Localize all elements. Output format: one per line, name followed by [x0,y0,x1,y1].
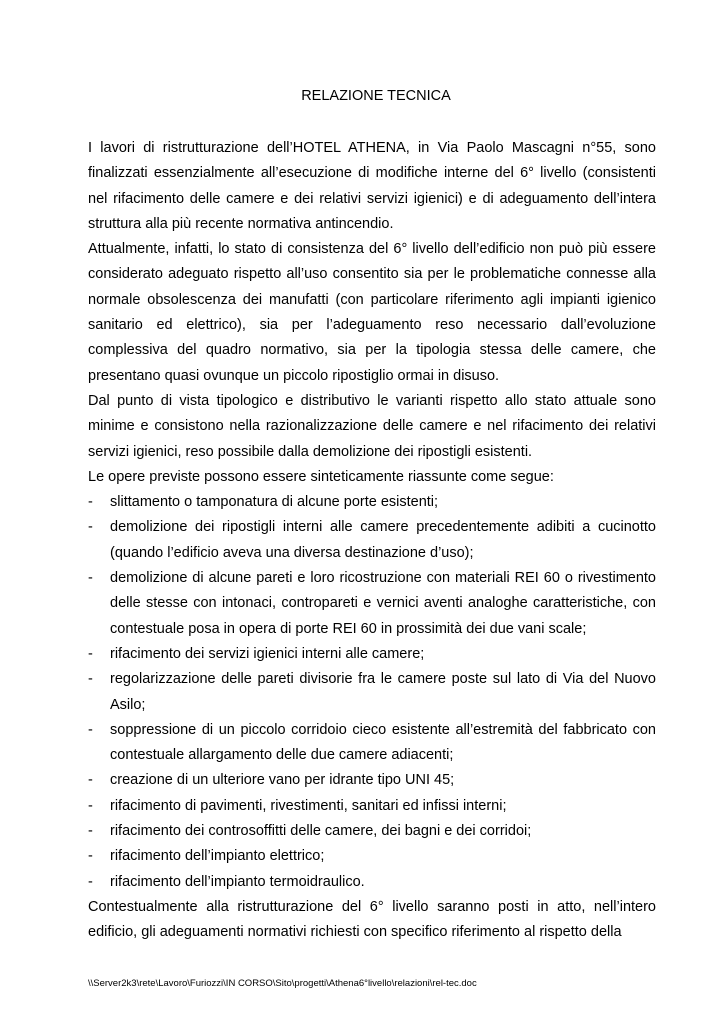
list-dash: - [88,848,93,865]
document-page [88,86,656,946]
list-dash: - [88,772,93,789]
list-item-text: demolizione di alcune pareti e loro ricostruzione con materiali REI 60 o rivestimento delle stesse con intonaci, contropareti e vernici aventi analoghe caratteristiche, con contestuale posa in opera di porte REI 60 in prossimità dei due vani scale; [110,570,656,637]
document-title: RELAZIONE TECNICA [301,88,451,104]
list-dash: - [88,519,93,536]
list-item [88,844,656,869]
list-item-text: rifacimento di pavimenti, rivestimenti, sanitari ed infissi interni; [110,797,507,814]
list-item-text: slittamento o tamponatura di alcune porte esistenti; [110,494,439,511]
list-item [88,768,656,793]
list-item-text: rifacimento dell’impianto elettrico; [110,848,325,865]
paragraph-current-state: Attualmente, infatti, lo stato di consistenza del 6° livello dell’edificio non può più essere considerato adeguato rispetto all’uso consentito sia per le problematiche connesse alla normale obsolescenza dei manufatti (con particolare riferimento agli impianti igienico sanitario ed elettrico), sia per l’adeguamento reso necessario dall’evoluzione complessiva del quadro normativo, sia per la tipologia stessa delle camere, che presentano quasi ovunque un piccolo ripostiglio ormai in disuso. [88,241,656,384]
list-item [88,819,656,844]
list-item-text: creazione di un ulteriore vano per idrante tipo UNI 45; [110,772,455,789]
list-dash: - [88,873,93,890]
list-item [88,490,656,515]
list-item [88,870,656,895]
paragraph-closing: Contestualmente alla ristrutturazione del 6° livello saranno posti in atto, nell’intero edificio, gli adeguamenti normativi richiesti con specifico riferimento al rispetto della [88,898,656,941]
footer-file-path: \\Server2k3\rete\Lavoro\Furiozzi\IN CORSO\Sito\progetti\Athena6°livello\relazioni\rel-tec.doc [88,978,477,989]
list-item-text: rifacimento dei servizi igienici interni alle camere; [110,645,425,662]
list-dash: - [88,797,93,814]
list-item-text: rifacimento dell’impianto termoidraulico. [110,873,365,890]
list-item [88,718,656,769]
list-item [88,667,656,718]
list-dash: - [88,823,93,840]
list-item [88,566,656,642]
list-dash: - [88,570,93,587]
paragraph-list-intro: Le opere previste possono essere sinteticamente riassunte come segue: [88,468,554,485]
list-item [88,642,656,667]
list-item-text: soppressione di un piccolo corridoio cieco esistente all’estremità del fabbricato con contestuale allargamento delle due camere adiacenti; [110,721,656,764]
list-item [88,515,656,566]
list-dash: - [88,494,93,511]
works-list [88,490,656,895]
list-dash: - [88,671,93,688]
paragraph-intro: I lavori di ristrutturazione dell’HOTEL ATHENA, in Via Paolo Mascagni n°55, sono finalizzati essenzialmente all’esecuzione di modifiche interne del 6° livello (consistenti nel rifacimento delle camere e dei relativi servizi igienici) e di adeguamento dell’intera struttura alla più recente normativa antincendio. [88,140,656,232]
list-item-text: regolarizzazione delle pareti divisorie fra le camere poste sul lato di Via del Nuovo Asilo; [110,671,656,713]
list-dash: - [88,721,93,738]
list-dash: - [88,645,93,662]
list-item-text: demolizione dei ripostigli interni alle camere precedentemente adibiti a cucinotto (quando l’edificio aveva una diversa destinazione d’uso); [110,519,656,561]
list-item [88,794,656,819]
list-item-text: rifacimento dei controsoffitti delle camere, dei bagni e dei corridoi; [110,823,532,840]
paragraph-typology: Dal punto di vista tipologico e distributivo le varianti rispetto allo stato attuale sono minime e consistono nella razionalizzazione delle camere e nel rifacimento dei relativi servizi igienici, reso possibile dalla demolizione dei ripostigli esistenti. [88,392,656,460]
